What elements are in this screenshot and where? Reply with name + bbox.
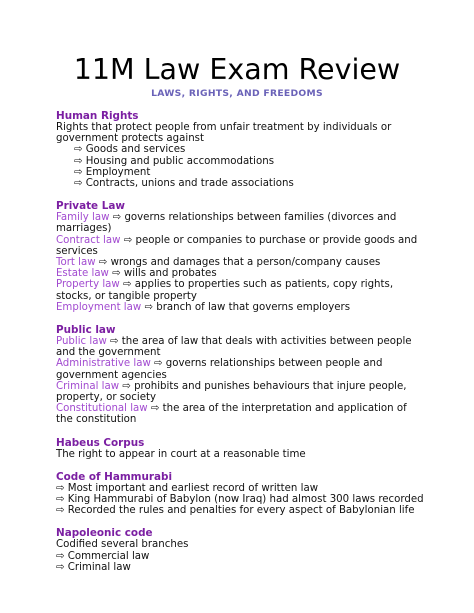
private-law-entry bbox=[56, 257, 426, 268]
private-law-entry bbox=[56, 268, 426, 279]
law-definition: ⇨ wills and probates bbox=[108, 268, 217, 280]
section-heading-public-law: Public law bbox=[56, 324, 116, 337]
napoleonic-item: ⇨ Commercial law bbox=[56, 550, 150, 562]
law-term: Administrative law bbox=[56, 358, 151, 370]
page-title: 11M Law Exam Review bbox=[73, 53, 401, 86]
section-heading-human-rights: Human Rights bbox=[56, 110, 139, 122]
law-term: Estate law bbox=[56, 268, 109, 280]
law-term: Constitutional law bbox=[56, 403, 148, 415]
law-term: Public law bbox=[56, 336, 107, 348]
public-law-entry bbox=[56, 381, 426, 403]
human-rights-intro: Rights that protect people from unfair treatment by individuals or government protects against bbox=[56, 122, 392, 145]
public-law-entry bbox=[56, 336, 426, 358]
hammurabi-item: ⇨ Recorded the rules and penalties for every aspect of Babylonian life bbox=[56, 505, 415, 517]
law-term: Criminal law bbox=[56, 380, 120, 392]
section-heading-hammurabi: Code of Hammurabi bbox=[56, 470, 173, 483]
law-definition: ⇨ applies to properties such as patients, copy rights, stocks, or tangible property bbox=[56, 279, 394, 302]
napoleonic-item: ⇨ Criminal law bbox=[56, 561, 131, 573]
law-term: Employment law bbox=[56, 301, 142, 313]
section-heading-napoleonic: Napoleonic code bbox=[56, 527, 153, 540]
hammurabi-item: ⇨ Most important and earliest record of written law bbox=[56, 482, 319, 494]
law-term: Family law bbox=[56, 212, 110, 224]
law-definition: ⇨ the area of law that deals with activities between people and the government bbox=[56, 336, 412, 359]
law-definition: ⇨ wrongs and damages that a person/company causes bbox=[95, 257, 381, 269]
document-body bbox=[56, 110, 426, 573]
law-term: Contract law bbox=[56, 234, 121, 246]
human-rights-item: ⇨ Goods and services bbox=[74, 144, 186, 156]
human-rights-item: ⇨ Employment bbox=[74, 166, 151, 178]
private-law-entry bbox=[56, 302, 426, 313]
public-law-entry bbox=[56, 358, 426, 380]
law-term: Property law bbox=[56, 279, 120, 291]
law-definition: ⇨ people or companies to purchase or provide goods and services bbox=[56, 234, 418, 257]
public-law-entry bbox=[56, 403, 426, 425]
human-rights-item: ⇨ Housing and public accommodations bbox=[74, 155, 275, 167]
private-law-entry bbox=[56, 279, 426, 301]
law-definition: ⇨ prohibits and punishes behaviours that injure people, property, or society bbox=[56, 380, 407, 404]
napoleonic-text: Codified several branches bbox=[56, 539, 189, 551]
law-definition: ⇨ governs relationships between families (divorces and marriages) bbox=[56, 212, 397, 235]
private-law-entry bbox=[56, 235, 426, 257]
section-heading-habeus-corpus: Habeus Corpus bbox=[56, 436, 145, 449]
private-law-entry bbox=[56, 212, 426, 234]
human-rights-item: ⇨ Contracts, unions and trade associations bbox=[74, 178, 294, 190]
law-definition: ⇨ the area of the interpretation and application of the constitution bbox=[56, 403, 407, 426]
law-term: Tort law bbox=[56, 257, 96, 269]
page-subtitle: LAWS, RIGHTS, AND FREEDOMS bbox=[151, 88, 323, 99]
law-definition: ⇨ branch of law that governs employers bbox=[141, 301, 351, 313]
habeus-text: The right to appear in court at a reasonable time bbox=[56, 448, 306, 460]
section-heading-private-law: Private Law bbox=[56, 200, 125, 213]
hammurabi-item: ⇨ King Hammurabi of Babylon (now Iraq) had almost 300 laws recorded bbox=[56, 494, 424, 506]
law-definition: ⇨ governs relationships between people and government agencies bbox=[56, 358, 383, 381]
